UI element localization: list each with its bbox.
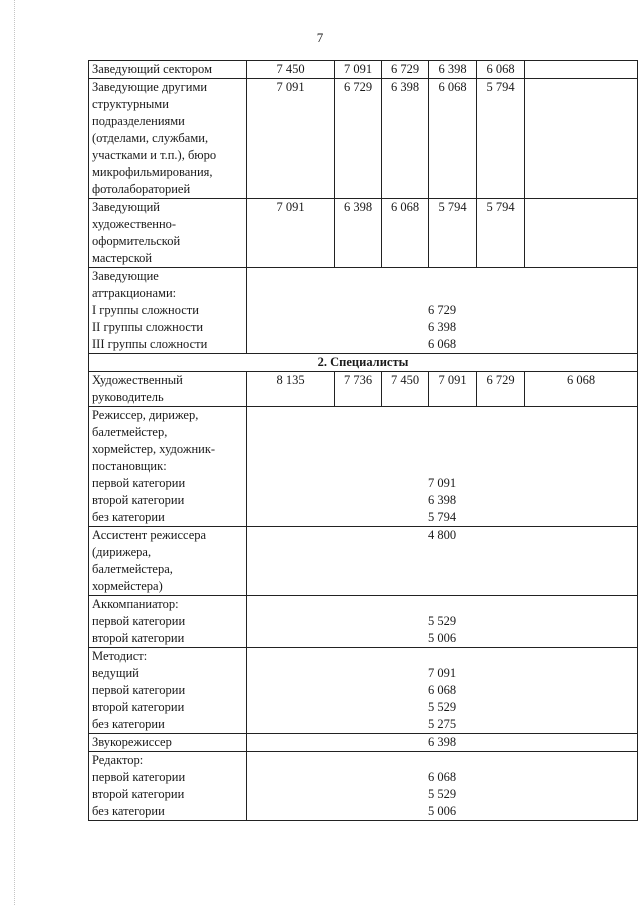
salary-cell [525, 61, 638, 79]
salary-cell [525, 199, 638, 268]
position-name: Ассистент режиссера (дирижера, балетмейстера, хормейстера) [89, 527, 247, 596]
position-name: Заведующий сектором [89, 61, 247, 79]
salary-cell: 7 736 [335, 372, 382, 407]
table-row [89, 407, 638, 527]
salary-table [88, 60, 638, 821]
position-name: Звукорежиссер [89, 734, 247, 752]
salary-cell: 5 794 [429, 199, 477, 268]
salary-cell: 8 135 [247, 372, 335, 407]
scan-edge [14, 0, 15, 905]
page-number: 7 [316, 30, 324, 45]
position-name: Аккомпаниатор: первой категории второй категории [89, 596, 247, 648]
salary-cell: 5 794 [477, 79, 525, 199]
salary-cell: 7 091 [247, 199, 335, 268]
salary-cell: 7 091 [335, 61, 382, 79]
salary-cell [525, 79, 638, 199]
salary-cell: 7 091 [429, 372, 477, 407]
salary-cell: 6 398 [429, 61, 477, 79]
salary-values-block: 6 729 6 398 6 068 [247, 268, 638, 354]
salary-cell: 7 450 [382, 372, 429, 407]
salary-cell: 6 398 [335, 199, 382, 268]
salary-cell: 6 068 [429, 79, 477, 199]
section-row [89, 354, 638, 372]
salary-cell: 5 794 [477, 199, 525, 268]
position-name: Заведующий художественно- оформительской мастерской [89, 199, 247, 268]
salary-values-block: 4 800 [247, 527, 638, 596]
table-row [89, 596, 638, 648]
position-name: Методист: ведущий первой категории второй категории без категории [89, 648, 247, 734]
salary-cell: 6 729 [477, 372, 525, 407]
section-title: 2. Специалисты [89, 354, 638, 372]
position-name: Заведующие аттракционами: I группы сложности II группы сложности III группы сложности [89, 268, 247, 354]
table-row [89, 648, 638, 734]
salary-cell: 6 068 [382, 199, 429, 268]
position-name: Заведующие другими структурными подразделениями (отделами, службами, участками и т.п.), бюро микрофильмирования, фотолабораторией [89, 79, 247, 199]
table-row [89, 268, 638, 354]
salary-values-block: 7 091 6 068 5 529 5 275 [247, 648, 638, 734]
table-row [89, 199, 638, 268]
position-name: Художественный руководитель [89, 372, 247, 407]
position-name: Редактор: первой категории второй категории без категории [89, 752, 247, 821]
salary-values-block: 6 398 [247, 734, 638, 752]
table-row [89, 527, 638, 596]
salary-cell: 7 450 [247, 61, 335, 79]
salary-cell: 6 398 [382, 79, 429, 199]
salary-values-block: 7 091 6 398 5 794 [247, 407, 638, 527]
salary-values-block: 6 068 5 529 5 006 [247, 752, 638, 821]
position-name: Режиссер, дирижер, балетмейстер, хормейстер, художник- постановщик: первой категории второй категории без категории [89, 407, 247, 527]
salary-cell: 6 729 [382, 61, 429, 79]
table-row [89, 734, 638, 752]
salary-values-block: 5 529 5 006 [247, 596, 638, 648]
salary-cell: 6 068 [525, 372, 638, 407]
table-row [89, 752, 638, 821]
salary-cell: 7 091 [247, 79, 335, 199]
table-row [89, 79, 638, 199]
table-row [89, 61, 638, 79]
salary-cell: 6 068 [477, 61, 525, 79]
salary-cell: 6 729 [335, 79, 382, 199]
table-row [89, 372, 638, 407]
